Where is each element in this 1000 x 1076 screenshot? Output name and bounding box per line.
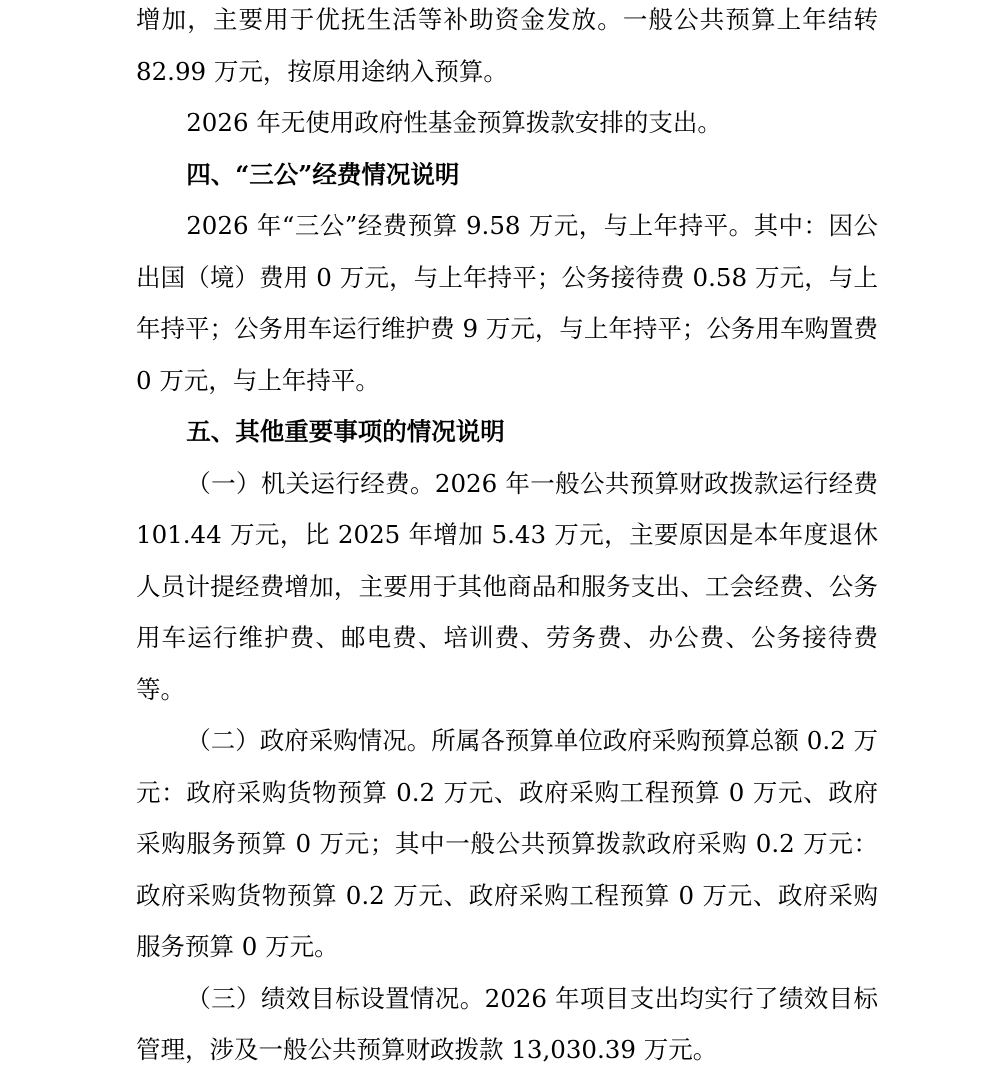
body-paragraph-three-public: 2026 年“三公”经费预算 9.58 万元，与上年持平。其中：因公出国（境）费用 0 万元，与上年持平；公务接待费 0.58 万元，与上年持平；公务用车运行维护费 9 万元，与上年持平；公务用车购置费 0 万元，与上年持平。: [136, 211, 878, 395]
section-heading-other-matters: 五、其他重要事项的情况说明: [186, 417, 505, 446]
section-heading-three-public: 四、“三公”经费情况说明: [186, 159, 460, 189]
body-paragraph-fund-budget: 2026 年无使用政府性基金预算拨款安排的支出。: [186, 108, 722, 137]
document-page: [136, 0, 878, 1076]
body-paragraph-continuation: 增加，主要用于优抚生活等补助资金发放。一般公共预算上年结转 82.99 万元，按原用途纳入预算。: [136, 5, 878, 86]
body-paragraph-performance-goals: （三）绩效目标设置情况。2026 年项目支出均实行了绩效目标管理，涉及一般公共预算财政拨款 13,030.39 万元。: [136, 983, 878, 1064]
body-paragraph-operating-costs: （一）机关运行经费。2026 年一般公共预算财政拨款运行经费 101.44 万元，比 2025 年增加 5.43 万元，主要原因是本年度退休人员计提经费增加，主要用于其他商品和服务支出、工会经费、公务用车运行维护费、邮电费、培训费、劳务费、办公费、公务接待费等。: [136, 468, 878, 704]
body-paragraph-procurement: （二）政府采购情况。所属各预算单位政府采购预算总额 0.2 万元：政府采购货物预算 0.2 万元、政府采购工程预算 0 万元、政府采购服务预算 0 万元；其中一般公共预算拨款政府采购 0.2 万元：政府采购货物预算 0.2 万元、政府采购工程预算 0 万元、政府采购服务预算 0 万元。: [136, 726, 878, 961]
